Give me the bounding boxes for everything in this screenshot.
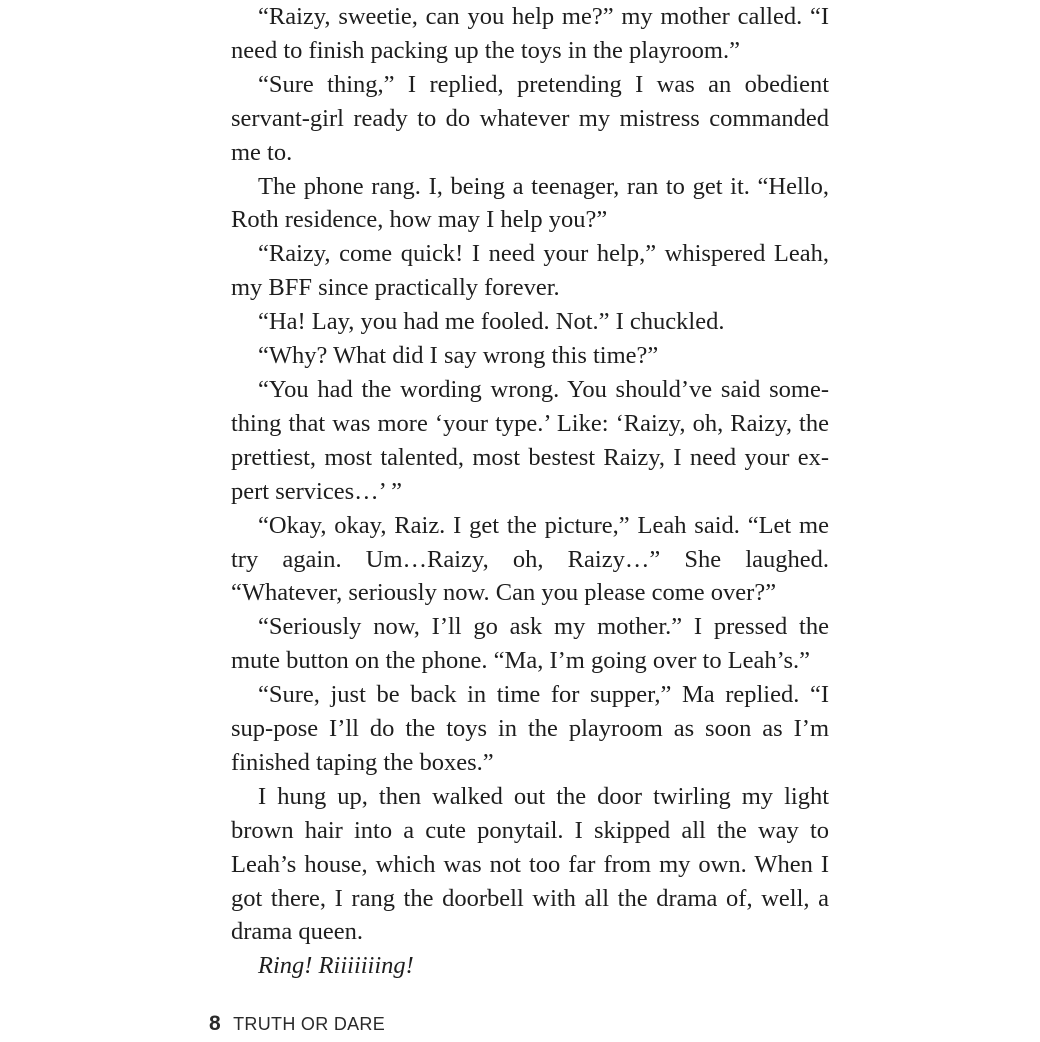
paragraph: “Raizy, sweetie, can you help me?” my mother called. “I need to finish packing up the toys in the playroom.” <box>231 3 829 64</box>
paragraph: “Sure, just be back in time for supper,” Ma replied. “I sup-pose I’ll do the toys in the playroom as soon as I’m finished taping the boxes.” <box>231 681 829 776</box>
paragraph: “Why? What did I say wrong this time?” <box>258 342 659 370</box>
paragraph: “Okay, okay, Raiz. I get the picture,” Leah said. “Let me try again. Um…Raizy, oh, Raizy…” She laughed. “Whatever, seriously now. Can you please come over?” <box>231 511 829 607</box>
paragraph: I hung up, then walked out the door twirling my light brown hair into a cute ponytail. I skipped all the way to Leah’s house, which was not too far from my own. When I got there, I rang the doorbell with all the drama of, well, a drama queen. <box>231 782 829 946</box>
paragraph-italic: Ring! Riiiiiiing! <box>258 952 414 980</box>
paragraph: “You had the wording wrong. You should’ve said some-thing that was more ‘your type.’ Like: ‘Raizy, oh, Raizy, the prettiest, most talented, most bestest Raizy, I need your ex-pert services…’ ” <box>231 375 829 505</box>
body-text <box>231 0 829 983</box>
paragraph: “Sure thing,” I replied, pretending I was an obedient servant-girl ready to do whatever my mistress commanded me to. <box>231 70 829 166</box>
page-number: 8 <box>209 1012 221 1035</box>
paragraph: “Raizy, come quick! I need your help,” whispered Leah, my BFF since practically forever. <box>231 240 829 302</box>
page-footer <box>209 1012 385 1042</box>
paragraph: “Ha! Lay, you had me fooled. Not.” I chuckled. <box>258 308 725 336</box>
paragraph: “Seriously now, I’ll go ask my mother.” I pressed the mute button on the phone. “Ma, I’m going over to Leah’s.” <box>231 613 829 675</box>
running-title: TRUTH OR DARE <box>233 1014 386 1034</box>
paragraph: The phone rang. I, being a teenager, ran to get it. “Hello, Roth residence, how may I help you?” <box>231 172 829 234</box>
